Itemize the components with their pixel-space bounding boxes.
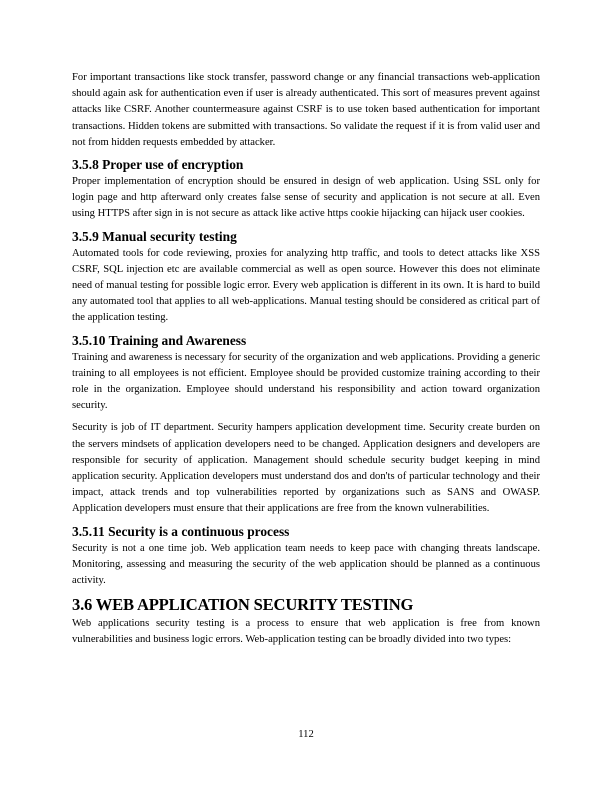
page-number: 112 (298, 729, 314, 740)
section-paragraph: Security is not a one time job. Web application team needs to keep pace with changing threats landscape. Monitoring, assessing and measuring the security of the web application should be planned as a continuous activity. (72, 542, 540, 587)
section-heading-training: 3.5.10 Training and Awareness (72, 332, 247, 348)
intro-paragraph: For important transactions like stock transfer, password change or any financial transactions web-application should again ask for authentication even if user is already authenticated. This sort of measures prevent against attacks like CSRF. Another countermeasure against CSRF is to use token based authentication for important transactions. Hidden tokens are submitted with transactions. So validate the request if it is from valid user and not from hidden requests embedded by attacker. (72, 72, 540, 148)
section-paragraph: Proper implementation of encryption should be ensured in design of web application. Using SSL only for login page and http afterward only creates false sense of security and application is not secure at all. Even using HTTPS after sign in is not secure as attack like active https cookie hijacking can hijack user cookies. (72, 176, 540, 220)
chapter-section-paragraph: Web applications security testing is a process to ensure that web application is free from known vulnerabilities and business logic errors. Web-application testing can be broadly divided into two types: (72, 618, 540, 646)
chapter-section-heading: 3.6 WEB APPLICATION SECURITY TESTING (72, 595, 414, 615)
section-paragraph: Security is job of IT department. Security hampers application development time. Security create burden on the servers mindsets of application developers need to be changed. Application designers and developers are responsible for security of application. Management should schedule security budget keeping in mind application security. Application developers must understand dos and don'ts of particular technology and their impact, attack trends and top vulnerabilities reported by organizations such as SANS and OWASP. Application developers must ensure that their applications are free from the known vulnerabilities. (72, 422, 540, 515)
page-body (72, 70, 540, 649)
section-heading-continuous-process: 3.5.11 Security is a continuous process (72, 523, 290, 539)
section-heading-encryption: 3.5.8 Proper use of encryption (72, 157, 244, 173)
section-paragraph: Automated tools for code reviewing, proxies for analyzing http traffic, and tools to detect attacks like XSS CSRF, SQL injection etc are available commercial as well as open source. However this does not eliminate need of manual testing for possible logic error. Every web application is different in its own. It is hard to build any automated tool that applies to all web-applications. Manual testing should be considered as critical part of the application testing. (72, 247, 540, 324)
section-heading-manual-testing: 3.5.9 Manual security testing (72, 228, 237, 244)
section-paragraph: Training and awareness is necessary for security of the organization and web applications. Providing a generic training to all employees is not efficient. Employee should be provided customize training according to their role in the organization. Employee should understand his responsibility and action toward organization security. (72, 351, 540, 412)
